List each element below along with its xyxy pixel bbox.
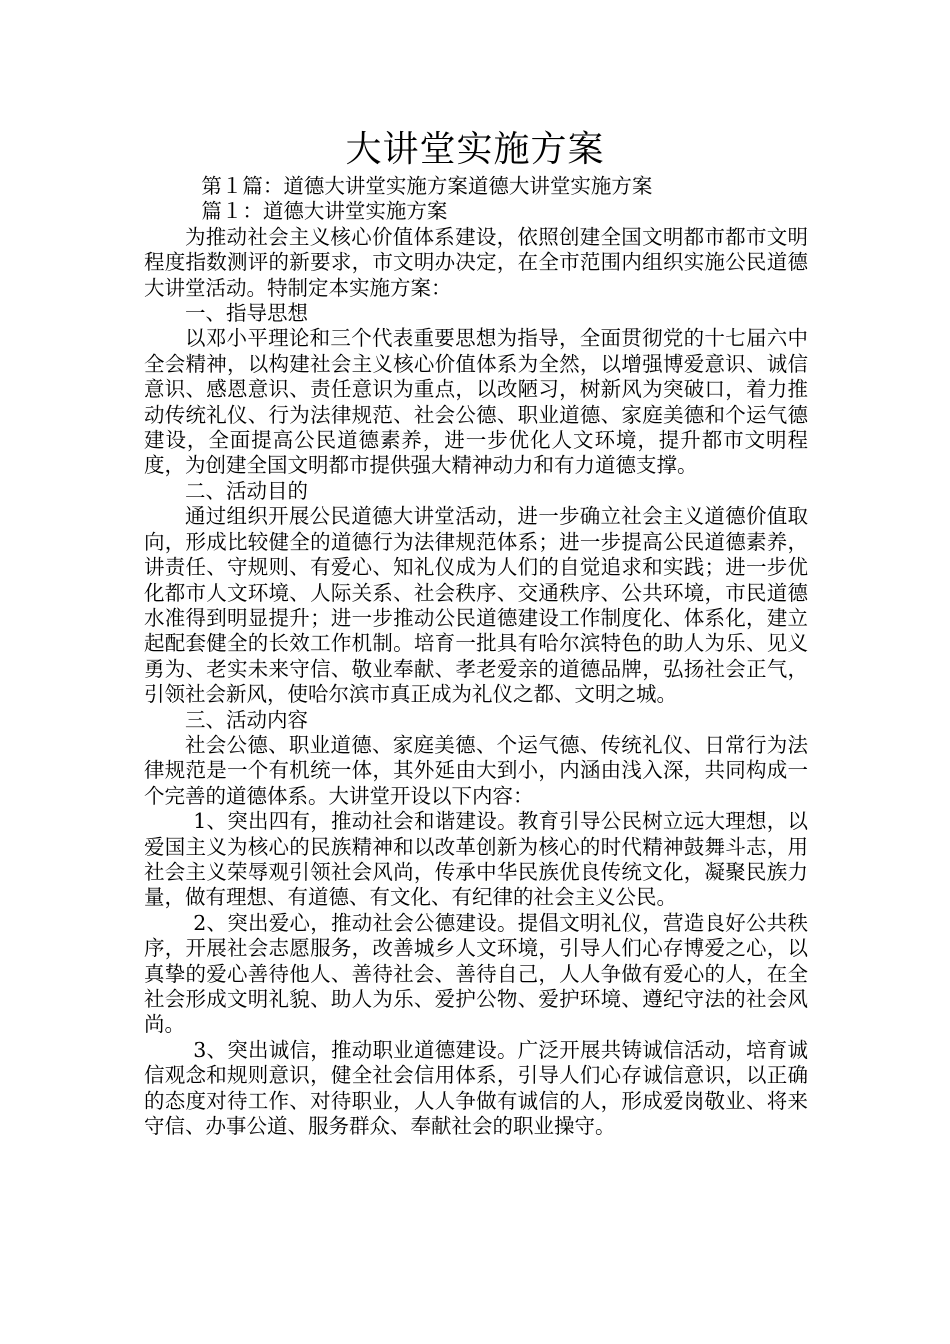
heading-guiding-ideology: 一、指导思想 — [185, 301, 308, 326]
heading-activity-purpose: 二、活动目的 — [185, 478, 308, 503]
paragraph-activity-purpose: 通过组织开展公民道德大讲堂活动，进一步确立社会主义道德价值取向，形成比较健全的道德行为法律规范体系；进一步提高公民道德素养，讲责任、守规则、有爱心、知礼仪成为人们的自觉追求和实践；进一步优化都市人文环境、人际关系、社会秩序、交通秩序、公共环境，市民道德水准得到明显提升；进一步推动公民道德建设工作制度化、体系化，建立起配套健全的长效工作机制。培育一批具有哈尔滨特色的助人为乐、见义勇为、老实未来守信、敬业奉献、孝老爱亲的道德品牌，弘扬社会正气，引领社会新风，使哈尔滨市真正成为礼仪之都、文明之城。 — [144, 504, 808, 707]
document-body — [144, 174, 808, 1139]
heading-activity-content: 三、活动内容 — [185, 707, 308, 732]
paragraph-activity-content: 社会公德、职业道德、家庭美德、个运气德、传统礼仪、日常行为法律规范是一个有机统一体，其外延由大到小，内涵由浅入深，共同构成一个完善的道德体系。大讲堂开设以下内容： — [144, 732, 808, 808]
paragraph-item-2: 2、突出爱心，推动社会公德建设。提倡文明礼仪，营造良好公共秩序，开展社会志愿服务，改善城乡人文环境，引导人们心存博爱之心，以真挚的爱心善待他人、善待社会、善待自己，人人争做有爱心的人，在全社会形成文明礼貌、助人为乐、爱护公物、爱护环境、遵纪守法的社会风尚。 — [144, 910, 808, 1037]
chapter-heading: 第１篇：道德大讲堂实施方案道德大讲堂实施方案 — [201, 174, 653, 198]
paragraph-item-3: 3、突出诚信，推动职业道德建设。广泛开展共铸诚信活动，培育诚信观念和规则意识，健全社会信用体系，引导人们心存诚信意识，以正确的态度对待工作、对待职业，人人争做有诚信的人，形成爱岗敬业、将来守信、办事公道、服务群众、奉献社会的职业操守。 — [144, 1037, 808, 1139]
paragraph-guiding-ideology: 以邓小平理论和三个代表重要思想为指导，全面贯彻党的十七届六中全会精神，以构建社会主义核心价值体系为全然，以增强博爱意识、诚信意识、感恩意识、责任意识为重点，以改陋习，树新风为突破口，着力推动传统礼仪、行为法律规范、社会公德、职业道德、家庭美德和个运气德建设，全面提高公民道德素养，进一步优化人文环境，提升都市文明程度，为创建全国文明都市提供强大精神动力和有力道德支撑。 — [144, 326, 808, 478]
intro-paragraph: 为推动社会主义核心价值体系建设，依照创建全国文明都市都市文明程度指数测评的新要求，市文明办决定，在全市范围内组织实施公民道德大讲堂活动。特制定本实施方案： — [144, 224, 808, 300]
section-heading: 篇１：道德大讲堂实施方案 — [201, 199, 448, 224]
document-title: 大讲堂实施方案 — [345, 129, 605, 170]
paragraph-item-1: 1、突出四有，推动社会和谐建设。教育引导公民树立远大理想，以爱国主义为核心的民族精神和以改革创新为核心的时代精神鼓舞斗志，用社会主义荣辱观引领社会风尚，传承中华民族优良传统文化，凝聚民族力量，做有理想、有道德、有文化、有纪律的社会主义公民。 — [144, 809, 808, 910]
